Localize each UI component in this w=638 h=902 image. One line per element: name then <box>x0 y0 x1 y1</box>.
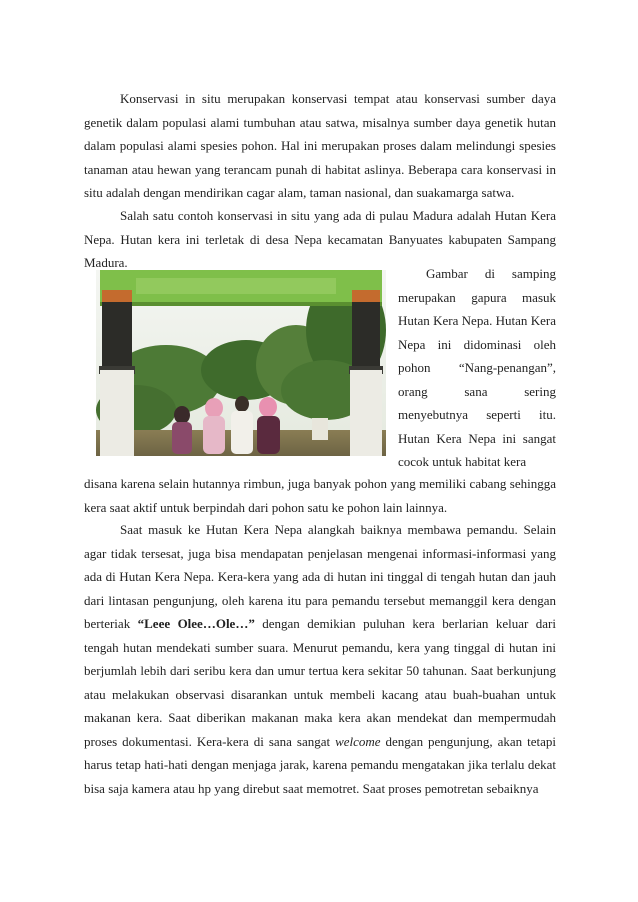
guide-welcome-word: welcome <box>335 733 381 749</box>
gate-photo <box>96 270 386 456</box>
paragraph-gate-continuation: disana karena selain hutannya rimbun, juga banyak pohon yang memiliki cabang sehingga kera saat aktif untuk berpindah dari pohon satu ke pohon lain lainnya. <box>84 476 556 515</box>
guide-call-phrase: “Leee Olee…Ole…” <box>137 616 255 631</box>
guide-text-part-1: Saat masuk ke Hutan Kera Nepa alangkah baiknya membawa pemandu. Selain agar tidak tersesat, juga bisa mendapatan penjelasan mengenai informasi-informasi yang ada di Hutan Kera Nepa. Kera-kera yang ada di hutan ini tinggal di tengah hutan dan jauh dari lintasan pengunjung, oleh karena itu para pemandu tersebut memanggil kera dengan berteriak <box>84 522 556 631</box>
paragraph-gate-side: Gambar di samping merupakan gapura masuk Hutan Kera Nepa. Hutan Kera Nepa ini didominasi oleh pohon “Nang-penangan”, orang sana sering menyebutnya seperti itu. Hutan Kera Nepa ini sangat cocok untuk habitat kera <box>398 266 556 469</box>
guide-text-part-3: dengan pengunjung, akan tetapi harus tetap hati-hati dengan menjaga jarak, karena pemandu mengatakan jika terlalu dekat bisa saja kamera atau hp yang direbut saat memotret. Saat proses pemotretan sebaiknya <box>84 733 557 796</box>
paragraph-location: Salah satu contoh konservasi in situ yang ada di pulau Madura adalah Hutan Kera Nepa. Hutan kera ini terletak di desa Nepa kecamatan Banyuates kabupaten Sampang Madura. <box>84 208 556 270</box>
paragraph-guide <box>84 518 556 800</box>
guide-text-part-2: dengan demikian puluhan kera berlarian keluar dari tengah hutan mendekati sumber suara. Menurut pemandu, kera yang tinggal di hutan ini berjumlah lebih dari seribu kera dan umur tertua kera sekitar 50 tahunan. Saat berkunjung atau melakukan observasi disarankan untuk membeli kacang atau buah-buahan untuk makanan kera. Saat diberikan makanan maka kera akan mendekat dan mempermudah proses dokumentasi. Kera-kera di sana sangat <box>84 616 556 749</box>
paragraph-intro: Konservasi in situ merupakan konservasi tempat atau konservasi sumber daya genetik dalam populasi alami tumbuhan atau satwa, misalnya sumber daya genetik hutan dalam populasi alami spesies pohon. Hal ini merupakan proses dalam melindungi spesies tanaman atau hewan yang terancam punah di habitat aslinya. Beberapa cara konservasi in situ adalah dengan mendirikan cagar alam, taman nasional, dan suakamarga satwa. <box>84 91 556 200</box>
